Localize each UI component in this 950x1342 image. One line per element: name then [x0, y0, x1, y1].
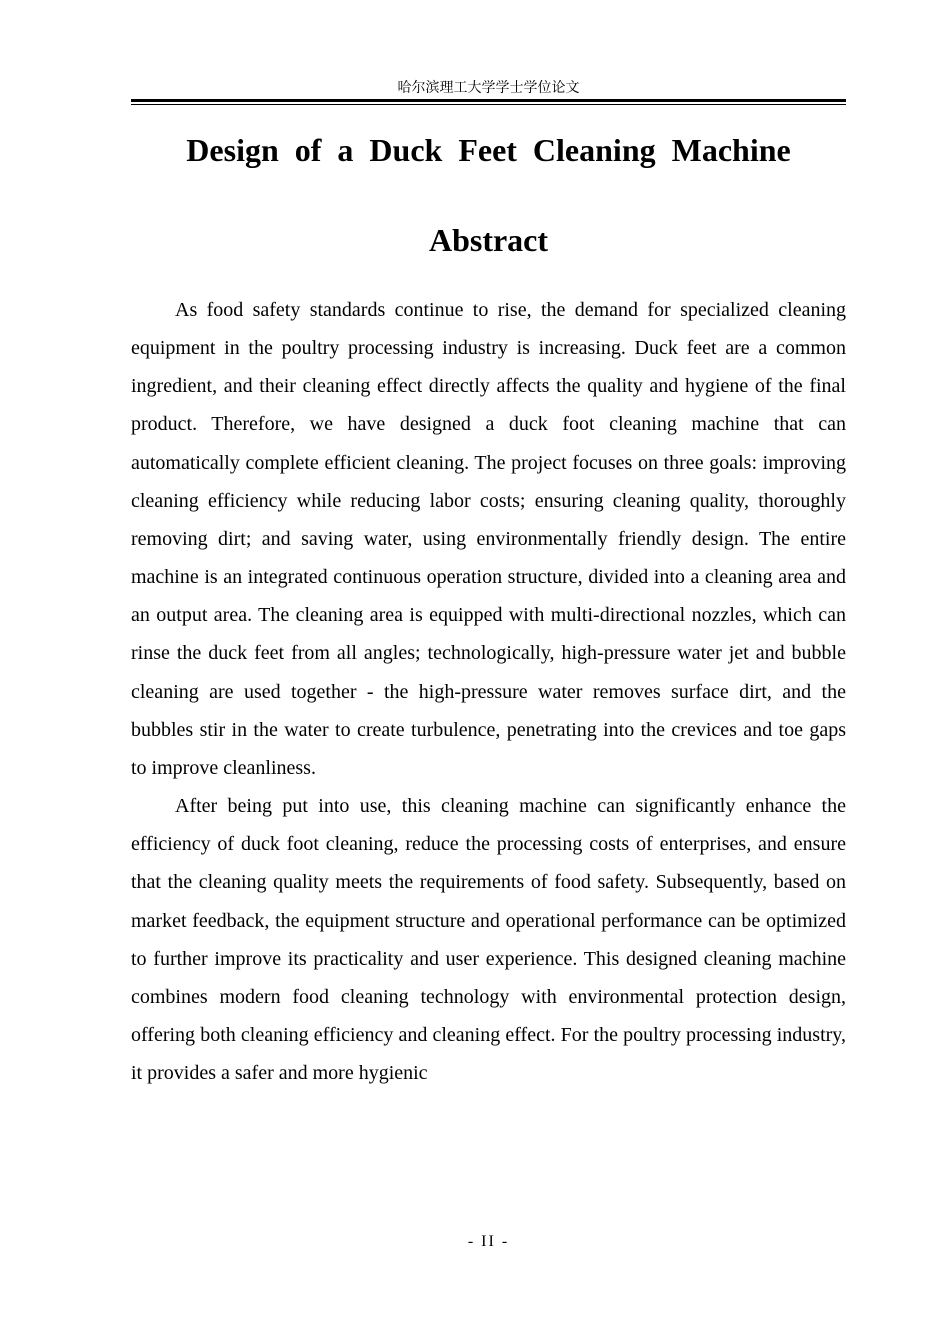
running-header: 哈尔滨理工大学学士学位论文: [397, 80, 580, 96]
page-number: - II -: [467, 1233, 510, 1250]
abstract-body: [131, 291, 846, 1092]
header-rule-thick: [131, 99, 846, 102]
abstract-paragraph-2: After being put into use, this cleaning machine can significantly enhance the efficiency of duck foot cleaning, reduce the processing costs of enterprises, and ensure that the cleaning quality meets the requirements of food safety. Subsequently, based on market feedback, the equipment structure and operational performance can be optimized to further improve its practicality and user experience. This designed cleaning machine combines modern food cleaning technology with environmental protection design, offering both cleaning efficiency and cleaning effect. For the poultry processing industry, it provides a safer and more hygienic: [131, 795, 846, 1085]
document-title: Design of a Duck Feet Cleaning Machine: [186, 132, 791, 168]
abstract-paragraph-1: As food safety standards continue to rise, the demand for specialized cleaning equipment in the poultry processing industry is increasing. Duck feet are a common ingredient, and their cleaning effect directly affects the quality and hygiene of the final product. Therefore, we have designed a duck foot cleaning machine that can automatically complete efficient cleaning. The project focuses on three goals: improving cleaning efficiency while reducing labor costs; ensuring cleaning quality, thoroughly removing dirt; and saving water, using environmentally friendly design. The entire machine is an integrated continuous operation structure, divided into a cleaning area and an output area. The cleaning area is equipped with multi-directional nozzles, which can rinse the duck feet from all angles; technologically, high-pressure water jet and bubble cleaning are used together - the high-pressure water removes surface dirt, and the bubbles stir in the water to create turbulence, penetrating into the crevices and toe gaps to improve cleanliness.: [131, 299, 846, 779]
abstract-heading: Abstract: [428, 222, 549, 258]
header-rule-thin: [131, 104, 846, 105]
